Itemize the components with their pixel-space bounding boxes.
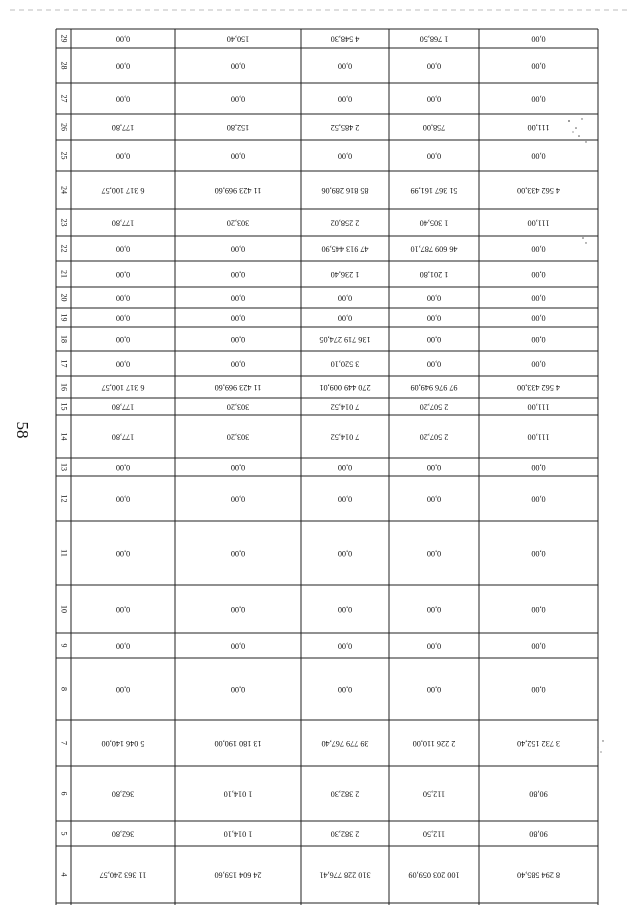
table-cell: 4 548,30 xyxy=(330,34,360,44)
table-cell: 0,00 xyxy=(230,151,246,161)
table-cell: 1 305,40 xyxy=(419,218,449,228)
table-cell: 0,00 xyxy=(337,641,353,651)
column-number: 29 xyxy=(59,34,69,43)
table-cell: 0,00 xyxy=(115,463,131,473)
table-cell: 0,00 xyxy=(115,151,131,161)
table-cell: 0,00 xyxy=(426,494,442,504)
column-number: 6 xyxy=(59,791,69,796)
table-cell: 0,00 xyxy=(230,463,246,473)
column-number: 17 xyxy=(59,359,69,368)
table-cell: 13 180 190,00 xyxy=(214,739,262,749)
table-cell: 0,00 xyxy=(426,549,442,559)
table-cell: 24 604 159,60 xyxy=(214,870,262,880)
table-cell: 3 520,10 xyxy=(330,359,360,369)
table-cell: 0,00 xyxy=(230,313,246,323)
table-cell: 177,80 xyxy=(111,218,135,228)
column-number: 20 xyxy=(59,293,69,302)
table-cell: 152,80 xyxy=(226,123,250,133)
column-number: 16 xyxy=(59,383,69,391)
column-number: 7 xyxy=(59,741,69,745)
table-cell: 362,80 xyxy=(111,829,135,839)
table-cell: 112,50 xyxy=(422,789,446,799)
table-cell: 11 363 240,57 xyxy=(99,870,147,880)
table-cell: 0,00 xyxy=(426,359,442,369)
table-cell: 111,00 xyxy=(527,218,550,228)
table-cell: 0,00 xyxy=(531,244,546,254)
column-number: 13 xyxy=(59,463,69,471)
table-cell: 0,00 xyxy=(531,463,546,473)
table-cell: 0,00 xyxy=(230,494,246,504)
column-number: 25 xyxy=(59,151,69,160)
table-cell: 0,00 xyxy=(531,494,546,504)
table-cell: 111,00 xyxy=(527,123,550,133)
table-cell: 6 317 100,57 xyxy=(101,383,145,393)
column-number: 12 xyxy=(59,494,69,503)
table-cell: 0,00 xyxy=(230,61,246,71)
table-cell: 97 976 949,09 xyxy=(410,383,458,393)
column-number: 10 xyxy=(59,605,69,613)
table-cell: 0,00 xyxy=(531,270,546,280)
table-cell: 2 258,02 xyxy=(330,218,360,228)
table-cell: 0,00 xyxy=(426,463,442,473)
table-cell: 0,00 xyxy=(531,94,546,104)
table-cell: 11 423 969,60 xyxy=(214,186,262,196)
table-cell: 0,00 xyxy=(426,293,442,303)
column-number: 18 xyxy=(59,335,69,343)
column-number: 27 xyxy=(59,94,69,103)
table-cell: 100 203 059,09 xyxy=(408,870,460,880)
column-number: 26 xyxy=(59,123,69,131)
column-number: 24 xyxy=(59,186,69,194)
table-cell: 5 046 140,00 xyxy=(101,739,145,749)
table-cell: 2 226 110,00 xyxy=(412,739,456,749)
column-number: 14 xyxy=(59,432,69,441)
table-cell: 2 382,30 xyxy=(330,789,360,799)
table-cell: 0,00 xyxy=(531,549,546,559)
table-cell: 46 609 787,10 xyxy=(410,244,458,254)
table-cell: 0,00 xyxy=(531,151,546,161)
table-cell: 6 317 100,57 xyxy=(101,186,145,196)
table-cell: 303,20 xyxy=(226,218,250,228)
table-cell: 177,80 xyxy=(111,402,135,412)
table-cell: 0,00 xyxy=(230,270,246,280)
column-number: 21 xyxy=(59,270,69,278)
column-number: 5 xyxy=(59,831,69,836)
table-cell: 1 236,40 xyxy=(330,270,360,280)
table-cell: 0,00 xyxy=(337,94,353,104)
table-cell: 362,80 xyxy=(111,789,135,799)
column-number: 9 xyxy=(59,643,69,648)
table-cell: 0,00 xyxy=(531,34,546,44)
table-cell: 0,00 xyxy=(426,151,442,161)
table-cell: 758,00 xyxy=(422,123,446,133)
table-cell: 0,00 xyxy=(337,549,353,559)
table-cell: 0,00 xyxy=(230,685,246,695)
table-cell: 0,00 xyxy=(531,641,546,651)
table-cell: 0,00 xyxy=(115,94,131,104)
table-cell: 47 913 445,90 xyxy=(321,244,369,254)
table-cell: 8 294 585,40 xyxy=(517,870,560,880)
table-cell: 0,00 xyxy=(531,605,546,615)
table-cell: 0,00 xyxy=(115,335,131,345)
table-cell: 111,00 xyxy=(527,402,550,412)
table-cell: 0,00 xyxy=(115,293,131,303)
column-number: 11 xyxy=(59,549,69,557)
table-cell: 39 779 767,40 xyxy=(321,739,369,749)
table-cell: 0,00 xyxy=(426,313,442,323)
table-cell: 7 014,52 xyxy=(330,402,360,412)
table-cell: 0,00 xyxy=(115,359,131,369)
table-cell: 0,00 xyxy=(337,494,353,504)
table-cell: 303,20 xyxy=(226,402,250,412)
table-cell: 303,20 xyxy=(226,432,250,442)
table-cell: 0,00 xyxy=(230,359,246,369)
column-number: 15 xyxy=(59,402,69,411)
table-cell: 270 449 009,01 xyxy=(319,383,371,393)
table-cell: 0,00 xyxy=(426,641,442,651)
table-cell: 0,00 xyxy=(115,641,131,651)
table-cell: 51 367 161,99 xyxy=(410,186,458,196)
table-cell: 2 382,30 xyxy=(330,829,360,839)
table-cell: 0,00 xyxy=(115,313,131,323)
column-number: 22 xyxy=(59,244,69,253)
table-cell: 310 228 776,41 xyxy=(319,870,371,880)
table-cell: 4 562 433,00 xyxy=(517,186,560,196)
table-cell: 0,00 xyxy=(230,641,246,651)
table-cell: 0,00 xyxy=(230,244,246,254)
table-cell: 0,00 xyxy=(426,605,442,615)
table-cell: 177,80 xyxy=(111,123,135,133)
table-cell: 0,00 xyxy=(230,293,246,303)
table-cell: 2 507,20 xyxy=(419,432,449,442)
table-cell: 0,00 xyxy=(115,685,131,695)
table-cell: 2 485,52 xyxy=(330,123,360,133)
table-cell: 0,00 xyxy=(426,61,442,71)
table-cell: 3 732 152,40 xyxy=(517,739,560,749)
table-cell: 0,00 xyxy=(426,94,442,104)
table-cell: 0,00 xyxy=(115,494,131,504)
table-cell: 0,00 xyxy=(337,313,353,323)
page-number: 58 xyxy=(13,421,33,439)
table-cell: 0,00 xyxy=(115,244,131,254)
table-cell: 0,00 xyxy=(337,463,353,473)
table-cell: 0,00 xyxy=(230,549,246,559)
table-cell: 150,40 xyxy=(226,34,250,44)
table-cell: 85 816 289,06 xyxy=(321,186,369,196)
table-cell: 0,00 xyxy=(337,151,353,161)
table-cell: 0,00 xyxy=(531,61,546,71)
column-number: 19 xyxy=(59,313,69,322)
table-cell: 0,00 xyxy=(531,313,546,323)
table-cell: 0,00 xyxy=(337,61,353,71)
table-cell: 0,00 xyxy=(230,94,246,104)
column-number: 4 xyxy=(59,872,69,877)
table-cell: 90,80 xyxy=(529,789,548,799)
table-cell: 0,00 xyxy=(531,293,546,303)
table-cell: 177,80 xyxy=(111,432,135,442)
table-cell: 7 014,52 xyxy=(330,432,360,442)
table-cell: 0,00 xyxy=(531,335,546,345)
table-cell: 0,00 xyxy=(115,61,131,71)
column-number: 28 xyxy=(59,61,69,70)
table-cell: 4 562 433,00 xyxy=(517,383,560,393)
table-cell: 1 014,10 xyxy=(223,789,253,799)
table-cell: 0,00 xyxy=(426,685,442,695)
table-cell: 0,00 xyxy=(337,605,353,615)
column-number: 8 xyxy=(59,687,69,691)
table-cell: 0,00 xyxy=(115,605,131,615)
table-cell: 111,00 xyxy=(527,432,550,442)
table-cell: 0,00 xyxy=(230,335,246,345)
table-cell: 136 719 274,05 xyxy=(319,335,371,345)
column-number: 23 xyxy=(59,218,69,227)
table-cell: 0,00 xyxy=(426,335,442,345)
table-cell: 11 423 969,60 xyxy=(214,383,262,393)
table-cell: 1 201,80 xyxy=(419,270,449,280)
table-cell: 0,00 xyxy=(531,359,546,369)
table-cell: 0,00 xyxy=(115,34,131,44)
table-cell: 1 014,10 xyxy=(223,829,253,839)
table-cell: 0,00 xyxy=(115,270,131,280)
table-cell: 112,50 xyxy=(422,829,446,839)
table-cell: 0,00 xyxy=(230,605,246,615)
table-cell: 0,00 xyxy=(337,293,353,303)
table-cell: 0,00 xyxy=(531,685,546,695)
table-cell: 0,00 xyxy=(115,549,131,559)
table-cell: 2 507,20 xyxy=(419,402,449,412)
table-cell: 0,00 xyxy=(337,685,353,695)
table-cell: 1 768,50 xyxy=(419,34,449,44)
table-cell: 90,80 xyxy=(529,829,548,839)
